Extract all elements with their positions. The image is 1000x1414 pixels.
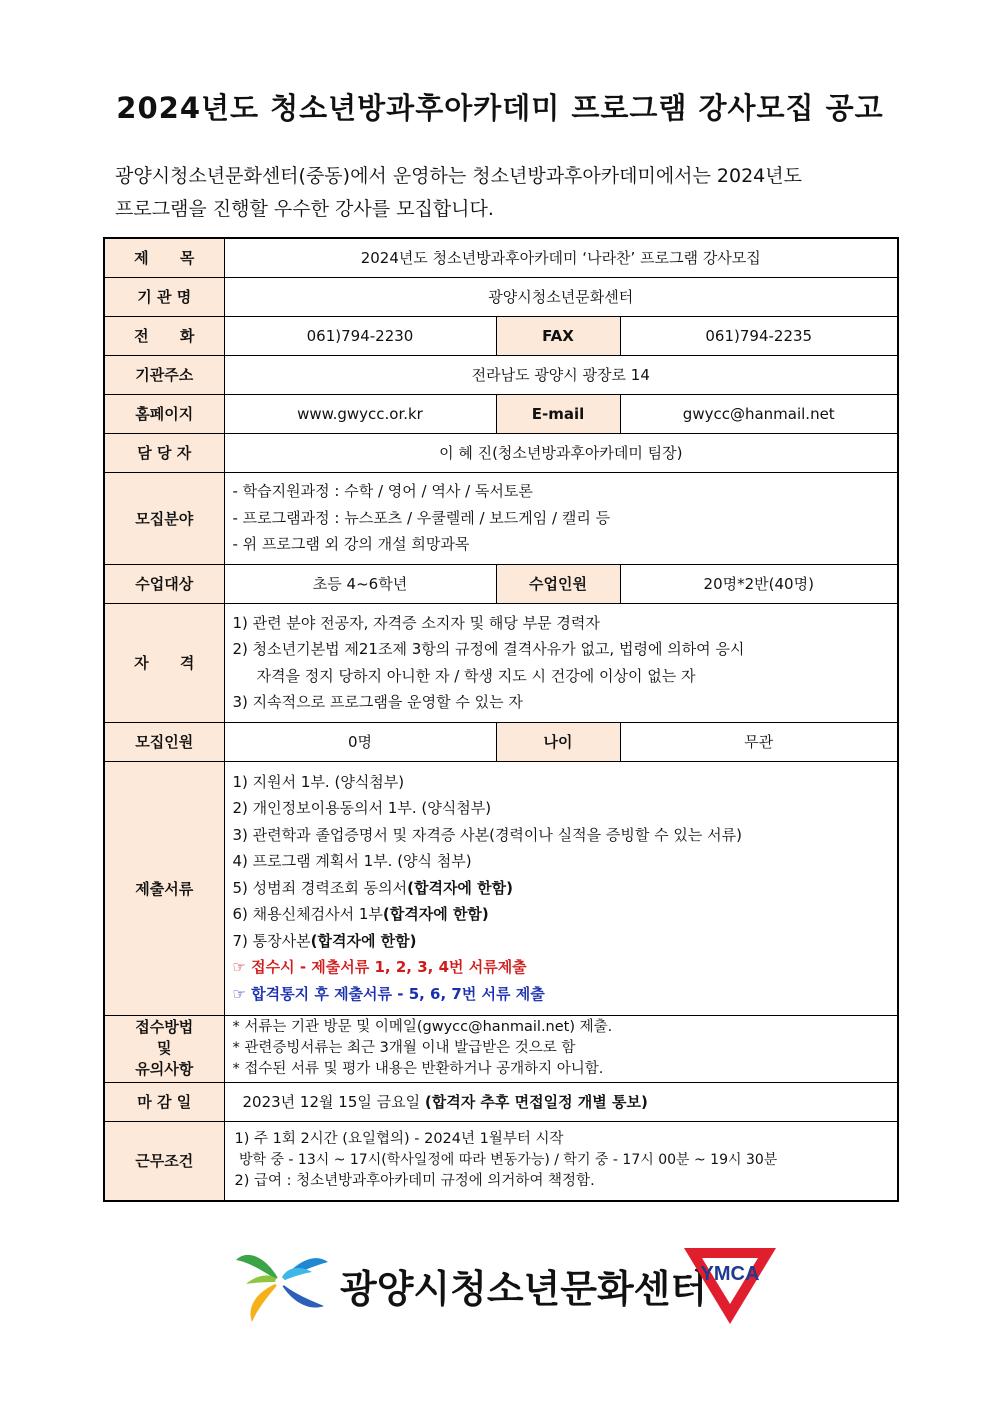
qualification-item: 2) 청소년기본법 제21조제 3항의 규정에 결격사유가 없고, 법령에 의하여 응시 bbox=[232, 640, 745, 658]
label-age: 나이 bbox=[496, 722, 620, 761]
label-deadline: 마 감 일 bbox=[104, 1082, 224, 1121]
field-item: - 위 프로그램 외 강의 개설 희망과목 bbox=[232, 535, 470, 554]
value-fields bbox=[224, 472, 898, 564]
org-logo-text: 광양시청소년문화센터 bbox=[340, 1267, 708, 1311]
label-address: 기관주소 bbox=[104, 355, 224, 394]
intro-line-2: 프로그램을 진행할 우수한 강사를 모집합니다. bbox=[115, 198, 494, 220]
condition-item: 1) 주 1회 2시간 (요일협의) - 2024년 1월부터 시작 bbox=[234, 1131, 564, 1148]
row-org bbox=[104, 277, 898, 316]
row-phone bbox=[104, 316, 898, 355]
row-recruit bbox=[104, 722, 898, 761]
value-manager: 이 혜 진(청소년방과후아카데미 팀장) bbox=[224, 433, 898, 472]
value-homepage[interactable]: www.gwycc.or.kr bbox=[224, 394, 496, 433]
label-email: E-mail bbox=[496, 394, 620, 433]
method-item: * 서류는 기관 방문 및 이메일(gwycc@hanmail.net) 제출. bbox=[232, 1019, 613, 1035]
row-target bbox=[104, 564, 898, 603]
row-documents bbox=[104, 761, 898, 1015]
row-fields bbox=[104, 472, 898, 564]
footer-logo bbox=[228, 1238, 788, 1328]
label-recruit: 모집인원 bbox=[104, 722, 224, 761]
row-manager bbox=[104, 433, 898, 472]
value-org: 광양시청소년문화센터 bbox=[224, 277, 898, 316]
value-method bbox=[224, 1015, 898, 1082]
label-method: 접수방법 및 유의사항 bbox=[104, 1015, 224, 1082]
label-count: 수업인원 bbox=[496, 564, 620, 603]
row-conditions bbox=[104, 1121, 898, 1201]
row-subject bbox=[104, 238, 898, 277]
value-fax: 061)794-2235 bbox=[620, 316, 898, 355]
pinwheel-logo-icon bbox=[228, 1238, 333, 1328]
condition-item: 2) 급여 : 청소년방과후아카데미 규정에 의거하여 책정함. bbox=[234, 1173, 595, 1190]
method-item: * 접수된 서류 및 평가 내용은 반환하거나 공개하지 아니함. bbox=[232, 1061, 604, 1077]
qualification-item: 자격을 정지 당하지 아니한 자 / 학생 지도 시 건강에 이상이 없는 자 bbox=[256, 666, 696, 685]
field-item: - 프로그램과정 : 뉴스포츠 / 우쿨렐레 / 보드게임 / 캘리 등 bbox=[232, 508, 611, 527]
label-documents: 제출서류 bbox=[104, 761, 224, 1015]
label-qualification: 자 격 bbox=[104, 603, 224, 722]
qualification-item: 3) 지속적으로 프로그램을 운영할 수 있는 자 bbox=[232, 693, 523, 711]
label-target: 수업대상 bbox=[104, 564, 224, 603]
row-method bbox=[104, 1015, 898, 1082]
ymca-logo-icon bbox=[682, 1244, 778, 1326]
value-conditions bbox=[224, 1121, 898, 1201]
value-count: 20명*2반(40명) bbox=[620, 564, 898, 603]
value-age: 무관 bbox=[620, 722, 898, 761]
row-qualification bbox=[104, 603, 898, 722]
intro-line-1: 광양시청소년문화센터(중동)에서 운영하는 청소년방과후아카데미에서는 2024년도 bbox=[115, 165, 802, 187]
row-address bbox=[104, 355, 898, 394]
ymca-text: YMCA bbox=[700, 1263, 760, 1285]
condition-item: 방학 중 - 13시 ~ 17시(학사일정에 따라 변동가능) / 학기 중 - 17시 00분 ~ 19시 30분 bbox=[234, 1152, 778, 1169]
label-fields: 모집분야 bbox=[104, 472, 224, 564]
row-homepage bbox=[104, 394, 898, 433]
document-item: 1) 지원서 1부. (양식첨부) bbox=[232, 772, 405, 791]
note-submit-on-apply: ☞ 접수시 - 제출서류 1, 2, 3, 4번 서류제출 bbox=[232, 958, 527, 977]
qualification-item: 1) 관련 분야 전공자, 자격증 소지자 및 해당 부문 경력자 bbox=[232, 613, 600, 632]
value-email[interactable]: gwycc@hanmail.net bbox=[620, 394, 898, 433]
label-manager: 담 당 자 bbox=[104, 433, 224, 472]
document-item: 6) 채용신체검사서 1부(합격자에 한함) bbox=[232, 905, 489, 924]
note-submit-after-pass: ☞ 합격통지 후 제출서류 - 5, 6, 7번 서류 제출 bbox=[232, 984, 545, 1003]
field-item: - 학습지원과정 : 수학 / 영어 / 역사 / 독서토론 bbox=[232, 482, 533, 501]
value-target: 초등 4~6학년 bbox=[224, 564, 496, 603]
value-address: 전라남도 광양시 광장로 14 bbox=[224, 355, 898, 394]
value-deadline: 2023년 12월 15일 금요일 (합격자 추후 면접일정 개별 통보) bbox=[224, 1082, 898, 1121]
document-item: 3) 관련학과 졸업증명서 및 자격증 사본(경력이나 실적을 증빙할 수 있는 서류) bbox=[232, 825, 742, 844]
value-phone: 061)794-2230 bbox=[224, 316, 496, 355]
value-recruit: 0명 bbox=[224, 722, 496, 761]
label-homepage: 홈페이지 bbox=[104, 394, 224, 433]
method-item: * 관련증빙서류는 최근 3개월 이내 발급받은 것으로 함 bbox=[232, 1040, 576, 1056]
page-title: 2024년도 청소년방과후아카데미 프로그램 강사모집 공고 bbox=[116, 91, 884, 125]
label-phone: 전 화 bbox=[104, 316, 224, 355]
document-item: 4) 프로그램 계획서 1부. (양식 첨부) bbox=[232, 852, 472, 871]
label-org: 기 관 명 bbox=[104, 277, 224, 316]
value-documents bbox=[224, 761, 898, 1015]
label-subject: 제 목 bbox=[104, 238, 224, 277]
value-qualification bbox=[224, 603, 898, 722]
value-subject: 2024년도 청소년방과후아카데미 ‘나라찬’ 프로그램 강사모집 bbox=[224, 238, 898, 277]
label-fax: FAX bbox=[496, 316, 620, 355]
document-item: 7) 통장사본(합격자에 한함) bbox=[232, 931, 417, 950]
notice-table bbox=[103, 237, 899, 1202]
intro-text bbox=[115, 160, 915, 226]
row-deadline bbox=[104, 1082, 898, 1121]
document-item: 2) 개인정보이용동의서 1부. (양식첨부) bbox=[232, 799, 492, 818]
label-conditions: 근무조건 bbox=[104, 1121, 224, 1201]
document-item: 5) 성범죄 경력조회 동의서(합격자에 한함) bbox=[232, 878, 513, 897]
